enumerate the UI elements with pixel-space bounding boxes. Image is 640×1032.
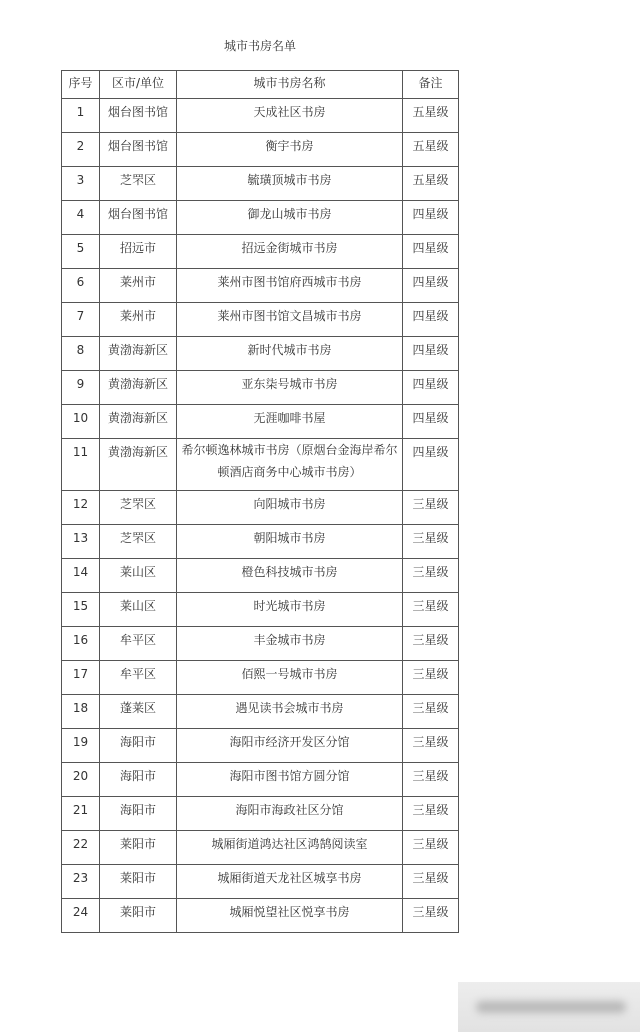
cell-district: 牟平区 <box>100 661 177 695</box>
cell-district: 海阳市 <box>100 729 177 763</box>
header-district: 区市/单位 <box>100 71 177 99</box>
cell-name: 丰金城市书房 <box>177 627 403 661</box>
cell-district: 芝罘区 <box>100 167 177 201</box>
cell-district: 烟台图书馆 <box>100 99 177 133</box>
cell-district: 海阳市 <box>100 797 177 831</box>
cell-rating: 四星级 <box>403 439 459 491</box>
cell-name: 新时代城市书房 <box>177 337 403 371</box>
cell-district: 黄渤海新区 <box>100 405 177 439</box>
cell-number: 6 <box>62 269 100 303</box>
table-header-row <box>62 71 459 99</box>
table-row <box>62 167 459 201</box>
table-row <box>62 337 459 371</box>
bookroom-table <box>61 70 459 933</box>
cell-district: 莱阳市 <box>100 831 177 865</box>
cell-number: 4 <box>62 201 100 235</box>
table-row <box>62 235 459 269</box>
cell-number: 19 <box>62 729 100 763</box>
cell-district: 莱州市 <box>100 303 177 337</box>
cell-district: 莱州市 <box>100 269 177 303</box>
cell-number: 20 <box>62 763 100 797</box>
table-row <box>62 439 459 491</box>
cell-number: 15 <box>62 593 100 627</box>
cell-number: 17 <box>62 661 100 695</box>
blurred-caption-overlay <box>458 982 640 1032</box>
table-row <box>62 695 459 729</box>
cell-name: 无涯咖啡书屋 <box>177 405 403 439</box>
cell-rating: 五星级 <box>403 167 459 201</box>
cell-rating: 三星级 <box>403 559 459 593</box>
cell-number: 21 <box>62 797 100 831</box>
cell-rating: 三星级 <box>403 695 459 729</box>
cell-rating: 四星级 <box>403 337 459 371</box>
cell-name: 衡宇书房 <box>177 133 403 167</box>
cell-rating: 三星级 <box>403 797 459 831</box>
table-row <box>62 133 459 167</box>
table-row <box>62 405 459 439</box>
table-row <box>62 201 459 235</box>
cell-rating: 四星级 <box>403 201 459 235</box>
cell-name: 佰熙一号城市书房 <box>177 661 403 695</box>
cell-number: 9 <box>62 371 100 405</box>
cell-name: 城厢街道天龙社区城享书房 <box>177 865 403 899</box>
cell-rating: 三星级 <box>403 831 459 865</box>
page-title: 城市书房名单 <box>223 39 296 53</box>
cell-rating: 三星级 <box>403 729 459 763</box>
table-row <box>62 371 459 405</box>
table-row <box>62 99 459 133</box>
cell-name: 天成社区书房 <box>177 99 403 133</box>
table-row <box>62 831 459 865</box>
cell-number: 16 <box>62 627 100 661</box>
cell-name: 海阳市海政社区分馆 <box>177 797 403 831</box>
cell-district: 牟平区 <box>100 627 177 661</box>
cell-rating: 五星级 <box>403 99 459 133</box>
cell-district: 黄渤海新区 <box>100 337 177 371</box>
cell-number: 24 <box>62 899 100 933</box>
cell-name: 时光城市书房 <box>177 593 403 627</box>
cell-rating: 三星级 <box>403 661 459 695</box>
cell-number: 10 <box>62 405 100 439</box>
cell-district: 莱阳市 <box>100 865 177 899</box>
cell-rating: 三星级 <box>403 491 459 525</box>
cell-name: 莱州市图书馆府西城市书房 <box>177 269 403 303</box>
table-row <box>62 303 459 337</box>
cell-district: 芝罘区 <box>100 491 177 525</box>
cell-number: 11 <box>62 439 100 491</box>
cell-number: 18 <box>62 695 100 729</box>
table-row <box>62 763 459 797</box>
table-row <box>62 593 459 627</box>
cell-rating: 四星级 <box>403 303 459 337</box>
cell-district: 黄渤海新区 <box>100 371 177 405</box>
table-row <box>62 269 459 303</box>
cell-district: 芝罘区 <box>100 525 177 559</box>
cell-district: 烟台图书馆 <box>100 201 177 235</box>
cell-name: 向阳城市书房 <box>177 491 403 525</box>
table-row <box>62 661 459 695</box>
cell-district: 莱阳市 <box>100 899 177 933</box>
table-row <box>62 899 459 933</box>
cell-rating: 三星级 <box>403 525 459 559</box>
cell-name: 遇见读书会城市书房 <box>177 695 403 729</box>
table-row <box>62 865 459 899</box>
header-name: 城市书房名称 <box>177 71 403 99</box>
cell-rating: 四星级 <box>403 405 459 439</box>
table-row <box>62 797 459 831</box>
cell-rating: 三星级 <box>403 899 459 933</box>
cell-district: 海阳市 <box>100 763 177 797</box>
cell-number: 2 <box>62 133 100 167</box>
cell-rating: 三星级 <box>403 593 459 627</box>
table-row <box>62 627 459 661</box>
cell-rating: 四星级 <box>403 371 459 405</box>
cell-district: 莱山区 <box>100 593 177 627</box>
cell-name: 希尔顿逸林城市书房（原烟台金海岸希尔顿酒店商务中心城市书房） <box>177 439 403 491</box>
cell-name: 城厢街道鸿达社区鸿鹄阅读室 <box>177 831 403 865</box>
cell-district: 莱山区 <box>100 559 177 593</box>
cell-name: 御龙山城市书房 <box>177 201 403 235</box>
header-rating: 备注 <box>403 71 459 99</box>
cell-name: 橙色科技城市书房 <box>177 559 403 593</box>
cell-number: 14 <box>62 559 100 593</box>
cell-number: 13 <box>62 525 100 559</box>
cell-name: 朝阳城市书房 <box>177 525 403 559</box>
blurred-text <box>476 1001 626 1013</box>
cell-name: 城厢悦望社区悦享书房 <box>177 899 403 933</box>
cell-rating: 五星级 <box>403 133 459 167</box>
cell-number: 3 <box>62 167 100 201</box>
cell-number: 7 <box>62 303 100 337</box>
cell-rating: 四星级 <box>403 235 459 269</box>
cell-number: 22 <box>62 831 100 865</box>
cell-district: 蓬莱区 <box>100 695 177 729</box>
cell-district: 黄渤海新区 <box>100 439 177 491</box>
table-row <box>62 525 459 559</box>
cell-district: 招远市 <box>100 235 177 269</box>
cell-name: 招远金街城市书房 <box>177 235 403 269</box>
cell-number: 23 <box>62 865 100 899</box>
cell-name: 海阳市图书馆方圆分馆 <box>177 763 403 797</box>
cell-number: 8 <box>62 337 100 371</box>
cell-rating: 三星级 <box>403 627 459 661</box>
cell-rating: 三星级 <box>403 763 459 797</box>
cell-name: 海阳市经济开发区分馆 <box>177 729 403 763</box>
cell-rating: 三星级 <box>403 865 459 899</box>
cell-name: 毓璜顶城市书房 <box>177 167 403 201</box>
header-number: 序号 <box>62 71 100 99</box>
cell-rating: 四星级 <box>403 269 459 303</box>
cell-name: 亚东柒号城市书房 <box>177 371 403 405</box>
table-row <box>62 729 459 763</box>
cell-number: 5 <box>62 235 100 269</box>
cell-number: 1 <box>62 99 100 133</box>
table-row <box>62 559 459 593</box>
table-row <box>62 491 459 525</box>
cell-district: 烟台图书馆 <box>100 133 177 167</box>
cell-name: 莱州市图书馆文昌城市书房 <box>177 303 403 337</box>
cell-number: 12 <box>62 491 100 525</box>
